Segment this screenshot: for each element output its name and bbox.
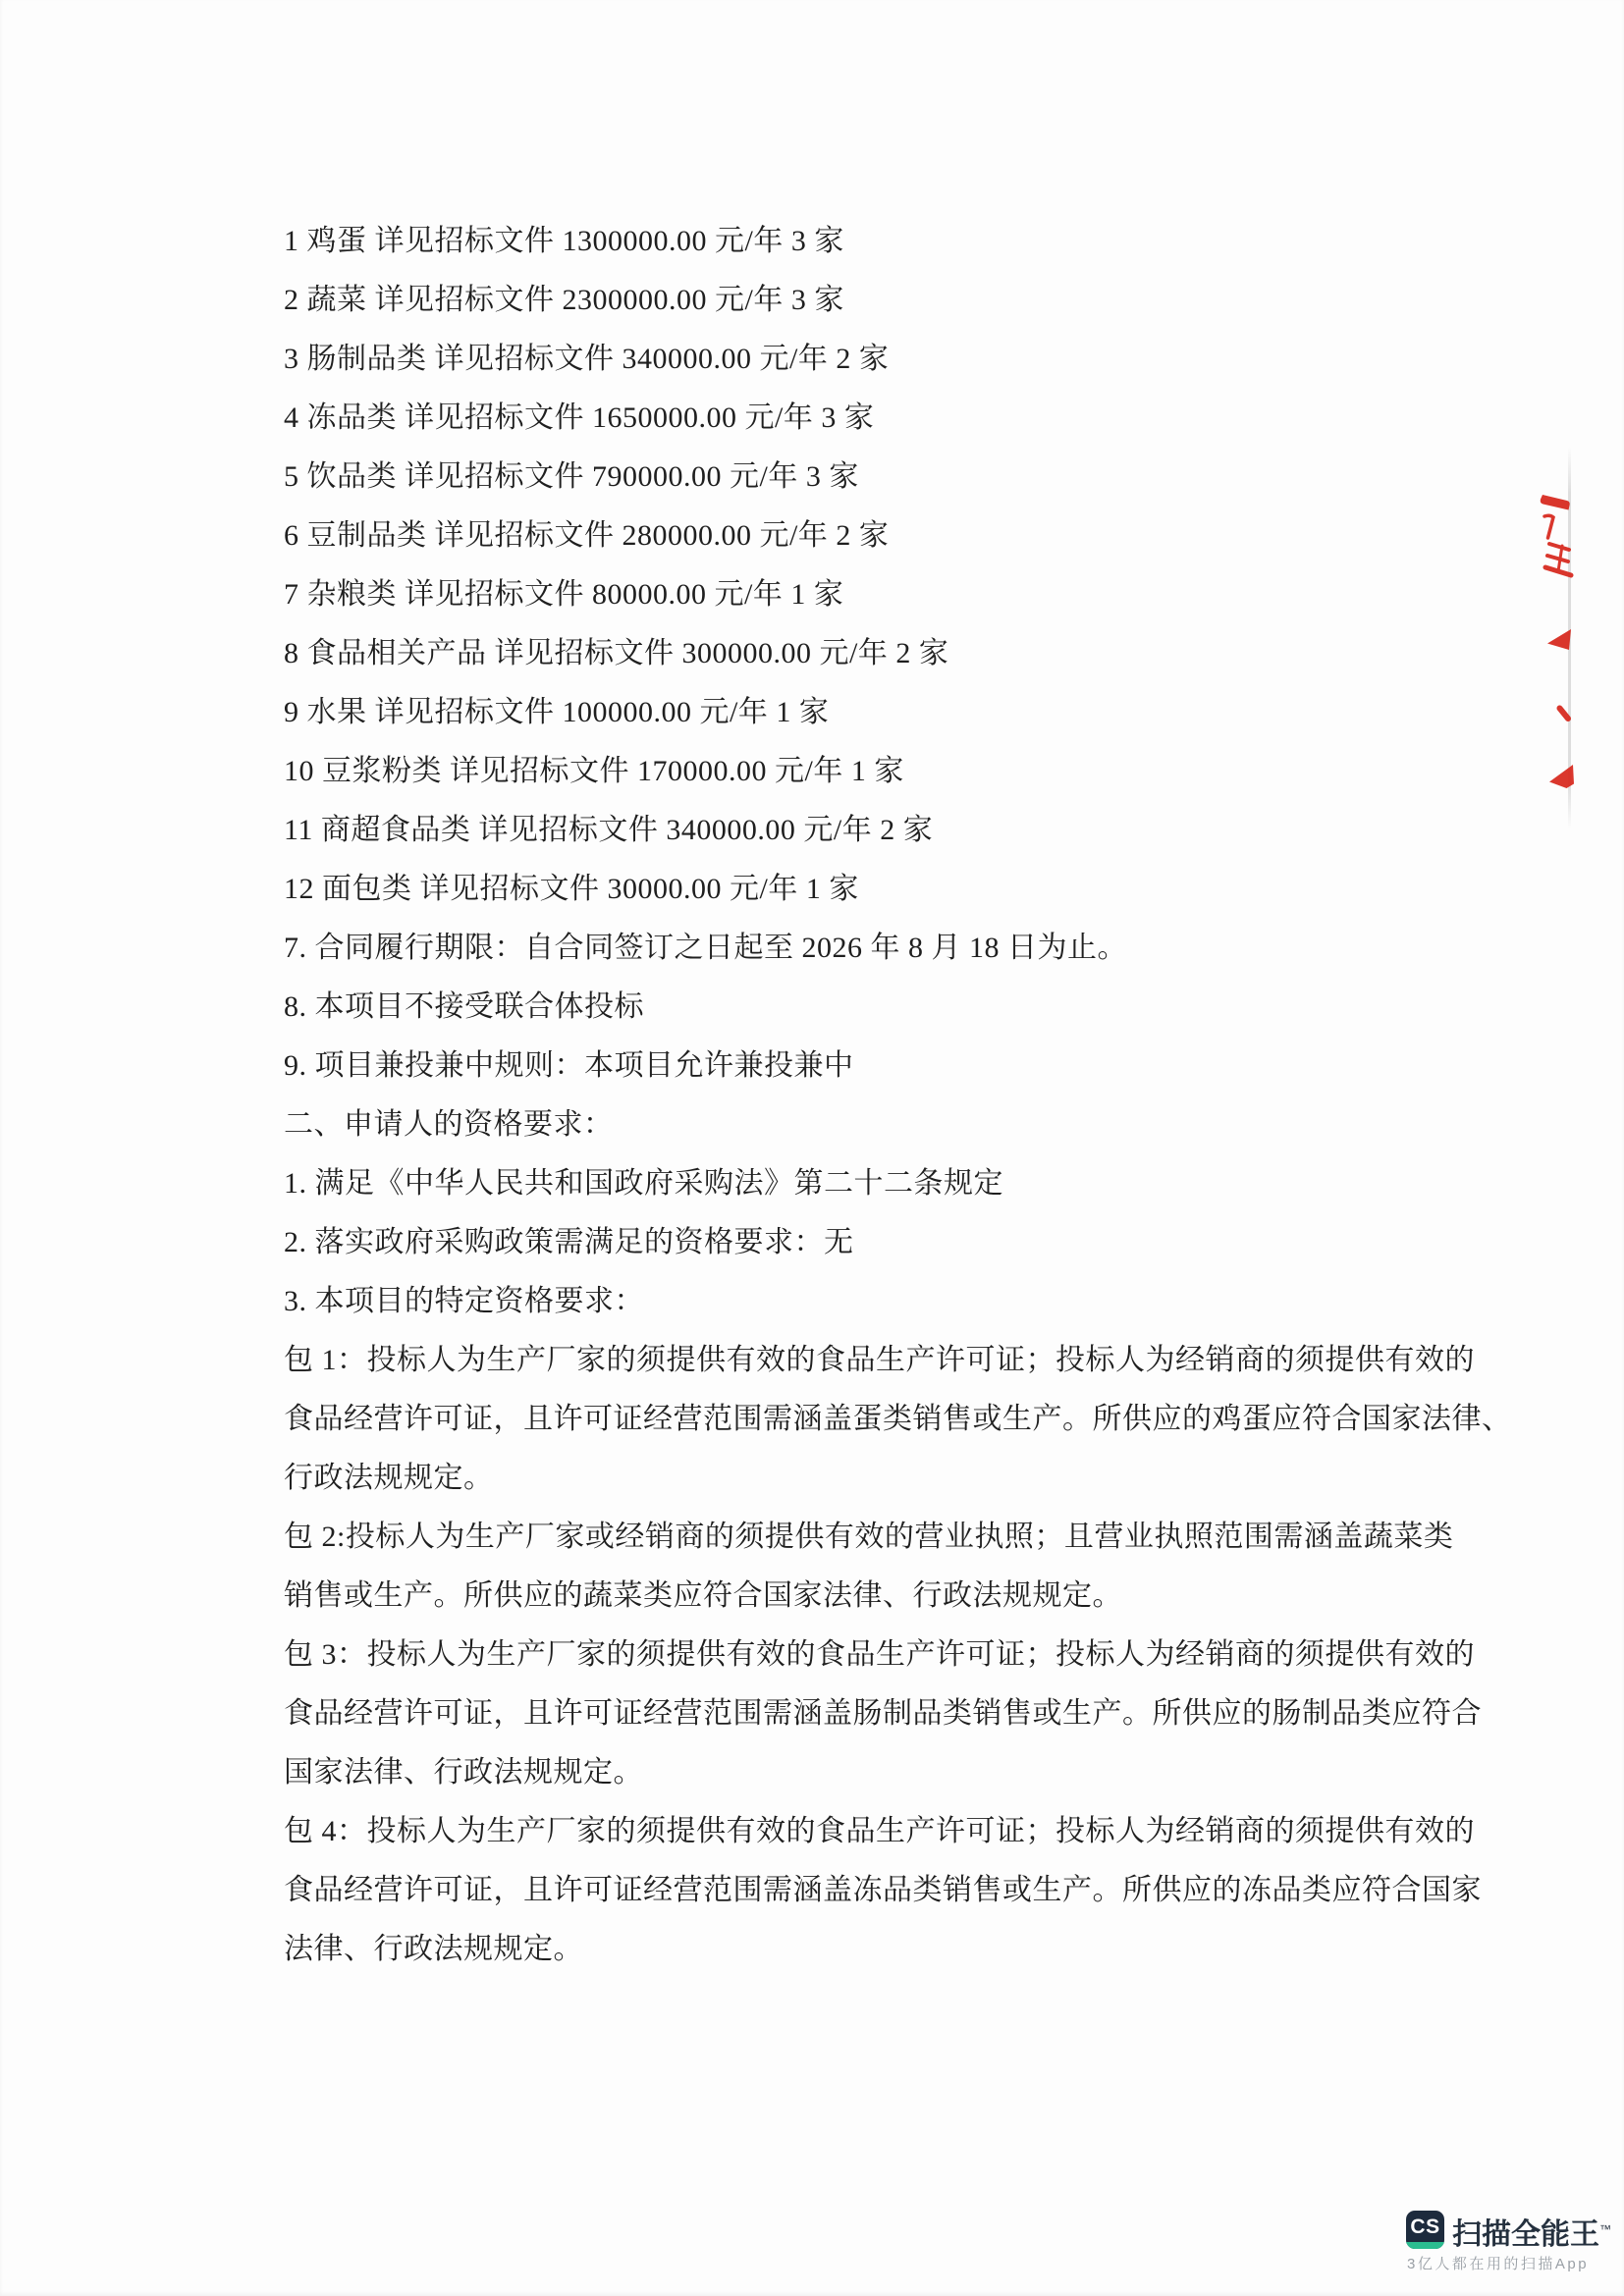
camscanner-watermark — [1404, 2209, 1624, 2277]
lot-item-row: 5 饮品类 详见招标文件 790000.00 元/年 3 家 — [284, 460, 859, 493]
section-2-heading: 二、申请人的资格要求： — [284, 1108, 614, 1141]
package-1-requirement-line: 食品经营许可证，且许可证经营范围需涵盖蛋类销售或生产。所供应的鸡蛋应符合国家法律、 — [284, 1403, 1512, 1435]
package-3-requirement-line: 国家法律、行政法规规定。 — [284, 1756, 643, 1789]
lot-item-row: 9 水果 详见招标文件 100000.00 元/年 1 家 — [284, 696, 830, 728]
package-2-requirement-line: 包 2:投标人为生产厂家或经销商的须提供有效的营业执照；且营业执照范围需涵盖蔬菜类 — [284, 1521, 1454, 1553]
trademark-symbol: ™ — [1599, 2222, 1611, 2236]
watermark-tagline: 3亿人都在用的扫描App — [1407, 2256, 1590, 2272]
lot-item-row: 11 商超食品类 详见招标文件 340000.00 元/年 2 家 — [284, 814, 934, 846]
document-text-block — [284, 212, 1512, 1979]
lot-item-row: 7 杂粮类 详见招标文件 80000.00 元/年 1 家 — [284, 578, 844, 611]
lot-item-row: 2 蔬菜 详见招标文件 2300000.00 元/年 3 家 — [284, 284, 844, 316]
lot-item-row: 3 肠制品类 详见招标文件 340000.00 元/年 2 家 — [284, 343, 890, 375]
package-3-requirement-line: 食品经营许可证，且许可证经营范围需涵盖肠制品类销售或生产。所供应的肠制品类应符合 — [284, 1697, 1482, 1730]
lot-item-row: 4 冻品类 详见招标文件 1650000.00 元/年 3 家 — [284, 401, 875, 434]
lot-item-row: 8 食品相关产品 详见招标文件 300000.00 元/年 2 家 — [284, 637, 949, 669]
package-3-requirement-line: 包 3：投标人为生产厂家的须提供有效的食品生产许可证；投标人为经销商的须提供有效的 — [284, 1638, 1475, 1671]
lot-item-row: 10 豆浆粉类 详见招标文件 170000.00 元/年 1 家 — [284, 755, 904, 787]
package-1-requirement-line: 行政法规规定。 — [284, 1462, 494, 1494]
package-4-requirement-line: 法律、行政法规规定。 — [284, 1933, 583, 1965]
lot-item-row: 12 面包类 详见招标文件 30000.00 元/年 1 家 — [284, 873, 859, 905]
qualification-item: 2. 落实政府采购政策需满足的资格要求：无 — [284, 1226, 854, 1258]
red-ink-marks — [1512, 471, 1624, 805]
cs-icon-letters: CS — [1410, 2216, 1440, 2238]
red-flag-mark — [1549, 765, 1574, 788]
red-tick-mark — [1560, 709, 1569, 720]
red-stroke-bundle — [1545, 544, 1571, 575]
package-2-requirement-line: 销售或生产。所供应的蔬菜类应符合国家法律、行政法规规定。 — [284, 1579, 1122, 1612]
lot-item-row: 6 豆制品类 详见招标文件 280000.00 元/年 2 家 — [284, 519, 890, 552]
qualification-item: 3. 本项目的特定资格要求： — [284, 1285, 644, 1317]
red-triangle-mark — [1547, 629, 1571, 650]
lot-item-row: 1 鸡蛋 详见招标文件 1300000.00 元/年 3 家 — [284, 225, 844, 257]
clause-multi-bid-rule: 9. 项目兼投兼中规则：本项目允许兼投兼中 — [284, 1049, 854, 1082]
camscanner-app-icon — [1406, 2211, 1444, 2249]
package-1-requirement-line: 包 1：投标人为生产厂家的须提供有效的食品生产许可证；投标人为经销商的须提供有效的 — [284, 1344, 1475, 1376]
watermark-app-name: 扫描全能王™ — [1452, 2218, 1611, 2251]
qualification-item: 1. 满足《中华人民共和国政府采购法》第二十二条规定 — [284, 1167, 1003, 1200]
cs-icon-green-strip — [1406, 2242, 1444, 2249]
package-4-requirement-line: 包 4：投标人为生产厂家的须提供有效的食品生产许可证；投标人为经销商的须提供有效的 — [284, 1815, 1475, 1847]
red-stroke-seven — [1544, 515, 1553, 538]
package-4-requirement-line: 食品经营许可证，且许可证经营范围需涵盖冻品类销售或生产。所供应的冻品类应符合国家 — [284, 1874, 1482, 1906]
red-stroke-bar — [1541, 495, 1570, 510]
clause-contract-period: 7. 合同履行期限：自合同签订之日起至 2026 年 8 月 18 日为止。 — [284, 932, 1127, 964]
clause-no-consortium: 8. 本项目不接受联合体投标 — [284, 990, 644, 1023]
